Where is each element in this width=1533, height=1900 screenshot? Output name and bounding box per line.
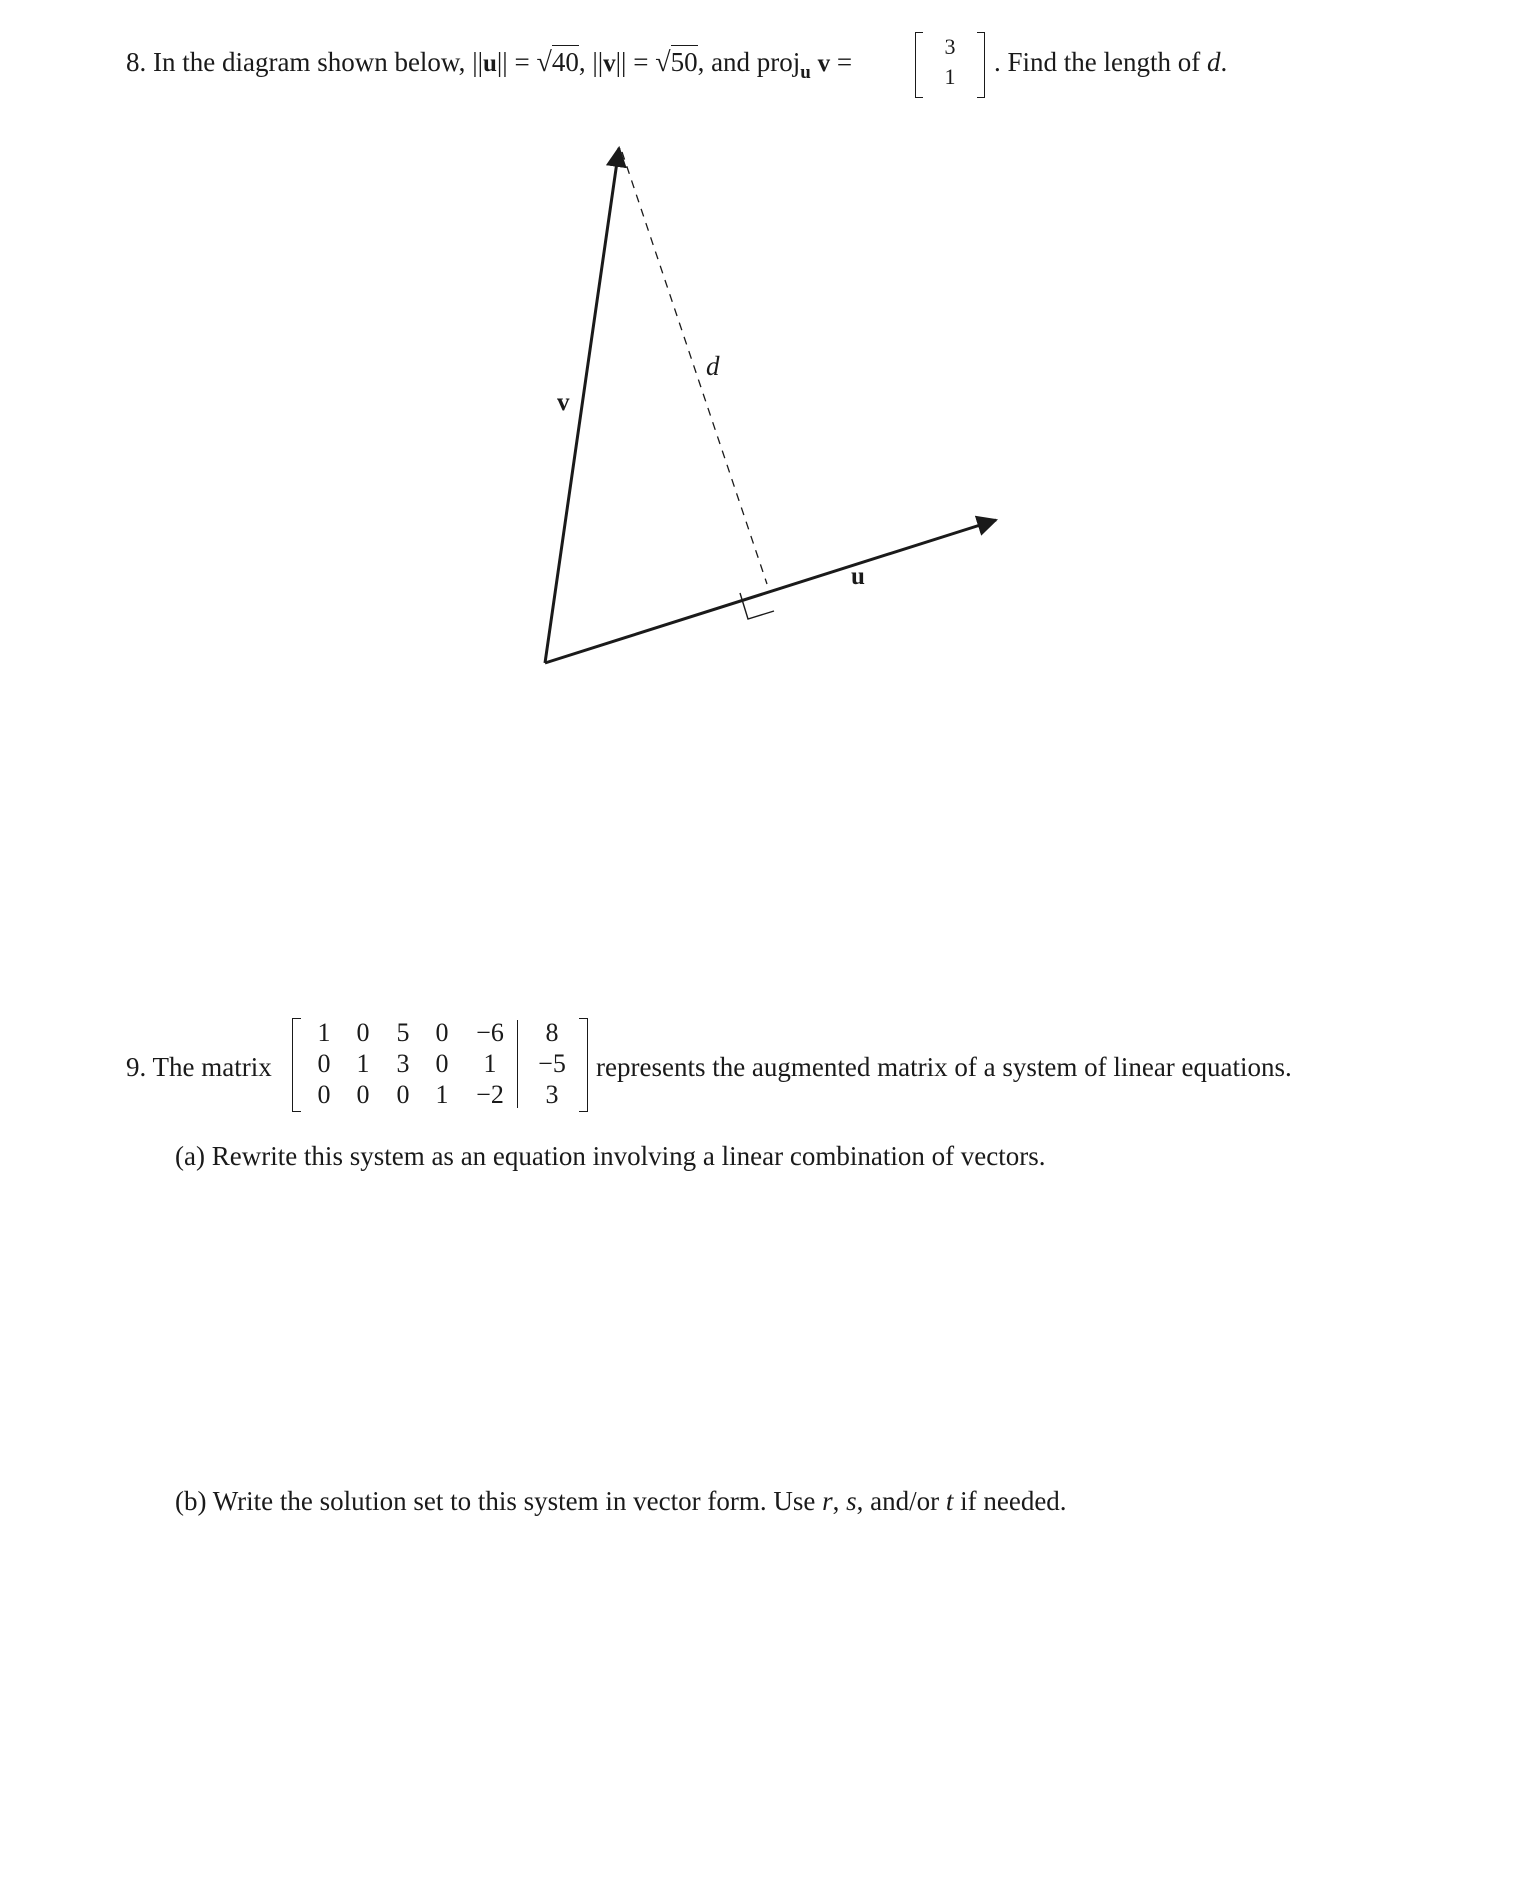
matrix-cell-r1c2: 0 (356, 1018, 370, 1047)
sqrt-symbol-2: √ (655, 47, 671, 78)
proj-subscript-u: u (800, 62, 811, 83)
equals-sign-3: = (836, 47, 853, 77)
radicand-50: 50 (670, 47, 698, 77)
vector-period: . (994, 47, 1001, 77)
norm-bars-left-u: || (472, 47, 483, 77)
sqrt-symbol-1: √ (536, 47, 552, 78)
distance-d-dashed-line (622, 152, 767, 584)
problem-8-intro: In the diagram shown below, (153, 47, 466, 77)
variable-d: d (1206, 47, 1221, 77)
norm-bars-right-u: || (496, 47, 508, 77)
question-end-period: . (1220, 47, 1228, 77)
matrix-cell-r3c2: 0 (356, 1080, 370, 1109)
matrix-cell-r3c6: 3 (545, 1080, 559, 1109)
label-v: v (557, 389, 570, 416)
if-needed-text: if needed. (960, 1486, 1067, 1516)
label-d: d (706, 351, 720, 381)
matrix-cell-r2c2: 1 (356, 1049, 370, 1078)
radicand-40: 40 (551, 47, 579, 77)
matrix-cell-r1c4: 0 (435, 1018, 449, 1047)
variable-r: r (822, 1486, 833, 1516)
projection-entry-2: 1 (944, 64, 956, 89)
augmented-matrix (292, 1015, 588, 1115)
the-matrix-text: The matrix (152, 1052, 272, 1082)
matrix-cell-r1c3: 5 (396, 1018, 410, 1047)
equals-sign-1: = (514, 47, 530, 77)
label-u: u (851, 563, 865, 590)
part-b-text: (b) Write the solution set to this system in vector form. Use (175, 1486, 816, 1516)
find-length-text: Find the length of (1007, 47, 1201, 77)
problem-9-number: 9. (126, 1052, 147, 1082)
matrix-cell-r1c5: −6 (476, 1018, 504, 1047)
matrix-cell-r1c1: 1 (317, 1018, 331, 1047)
matrix-cell-r2c5: 1 (483, 1049, 497, 1078)
equals-sign-2: = (633, 47, 649, 77)
projection-entry-1: 3 (944, 34, 956, 59)
matrix-cell-r3c1: 0 (317, 1080, 331, 1109)
separator-comma: , (578, 47, 586, 77)
matrix-cell-r2c6: −5 (538, 1049, 566, 1078)
norm-bars-right-v: || (615, 47, 627, 77)
matrix-cell-r2c3: 3 (396, 1049, 410, 1078)
matrix-cell-r2c4: 0 (435, 1049, 449, 1078)
augment-divider (517, 1020, 518, 1108)
part-a-prompt: (a) Rewrite this system as an equation involving a linear combination of vectors. (175, 1141, 1046, 1171)
matrix-right-bracket (579, 1018, 588, 1112)
matrix-cell-r3c5: −2 (476, 1080, 504, 1109)
problem-9-lead (126, 1052, 272, 1083)
vector-u-symbol: u (483, 50, 497, 77)
variable-s: s (846, 1486, 857, 1516)
matrix-left-bracket (292, 1018, 301, 1112)
part-b-prompt (175, 1486, 1067, 1517)
and-or-text: , and/or (856, 1486, 940, 1516)
norm-bars-left-v: || (592, 47, 604, 77)
matrix-cell-r2c1: 0 (317, 1049, 331, 1078)
vector-diagram (0, 0, 1533, 760)
vector-v-symbol: v (603, 50, 616, 77)
problem-8-number: 8. (126, 47, 147, 77)
and-text: , and (697, 47, 751, 77)
proj-text: proj (756, 47, 801, 77)
vector-u-arrow (545, 520, 996, 663)
matrix-cell-r3c3: 0 (396, 1080, 410, 1109)
proj-vector-v: v (817, 50, 831, 77)
problem-9-description: represents the augmented matrix of a system of linear equations. (596, 1052, 1292, 1082)
matrix-cell-r3c4: 1 (435, 1080, 449, 1109)
matrix-cell-r1c6: 8 (545, 1018, 559, 1047)
part-b-comma: , (832, 1486, 840, 1516)
variable-t: t (945, 1486, 954, 1516)
